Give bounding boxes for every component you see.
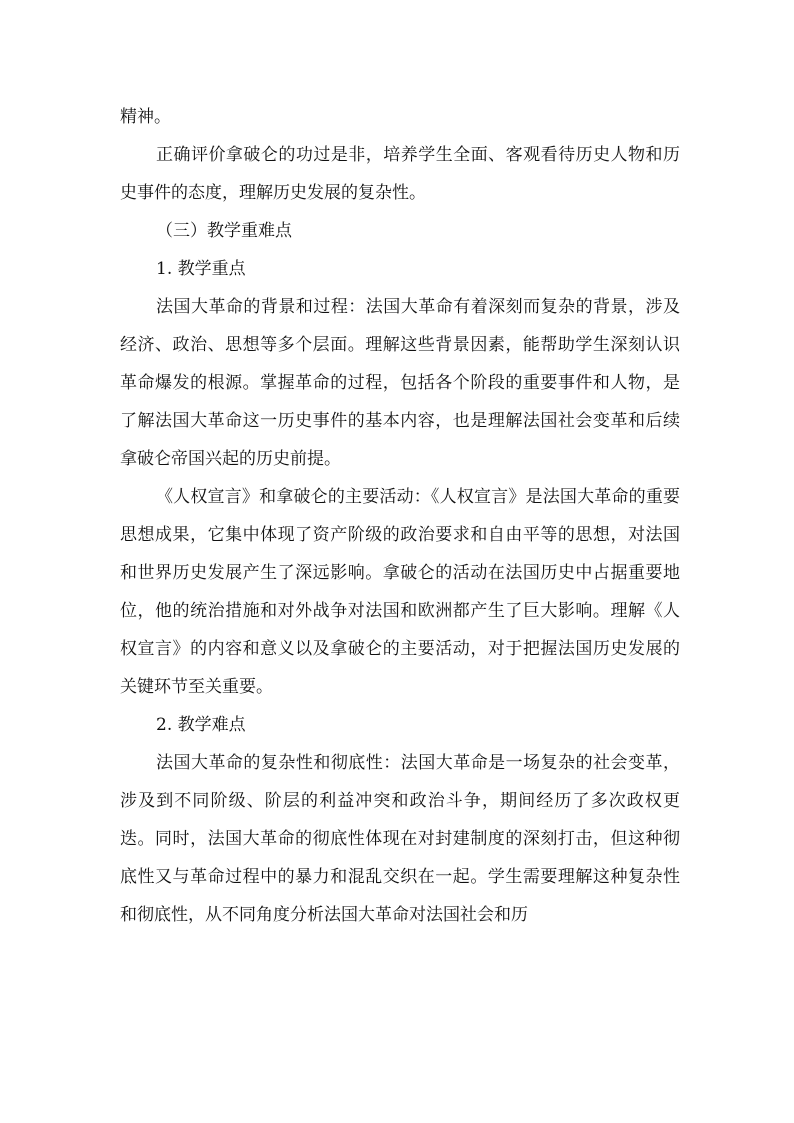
paragraph-revolution-complexity: 法国大革命的复杂性和彻底性：法国大革命是一场复杂的社会变革，涉及到不同阶级、阶层的利益冲突和政治斗争，期间经历了多次政权更迭。同时，法国大革命的彻底性体现在对封建制度的深刻打击，但这种彻底性又与革命过程中的暴力和混乱交织在一起。学生需要理解这种复杂性和彻底性，从不同角度分析法国大革命对法国社会和历 (120, 753, 680, 925)
paragraph-human-rights-declaration: 《人权宣言》和拿破仑的主要活动：《人权宣言》是法国大革命的重要思想成果，它集中体现了资产阶级的政治要求和自由平等的思想，对法国和世界历史发展产生了深远影响。拿破仑的活动在法国历史中占据重要地位，他的统治措施和对外战争对法国和欧洲都产生了巨大影响。理解《人权宣言》的内容和意义以及拿破仑的主要活动，对于把握法国历史发展的关键环节至关重要。 (120, 487, 680, 697)
subheading-teaching-focus: 1. 教学重点 (156, 259, 246, 279)
subheading-teaching-difficulty: 2. 教学难点 (156, 715, 246, 735)
section-heading-key-difficulties: （三）教学重难点 (156, 221, 292, 241)
paragraph-revolution-background: 法国大革命的背景和过程：法国大革命有着深刻而复杂的背景，涉及经济、政治、思想等多个层面。理解这些背景因素，能帮助学生深刻认识革命爆发的根源。掌握革命的过程，包括各个阶段的重要事件和人物，是了解法国大革命这一历史事件的基本内容，也是理解法国社会变革和后续拿破仑帝国兴起的历史前提。 (120, 297, 680, 469)
paragraph-continuation: 精神。 (120, 107, 171, 127)
document-body (120, 98, 680, 934)
paragraph-objective: 正确评价拿破仑的功过是非，培养学生全面、客观看待历史人物和历史事件的态度，理解历史发展的复杂性。 (120, 145, 680, 203)
